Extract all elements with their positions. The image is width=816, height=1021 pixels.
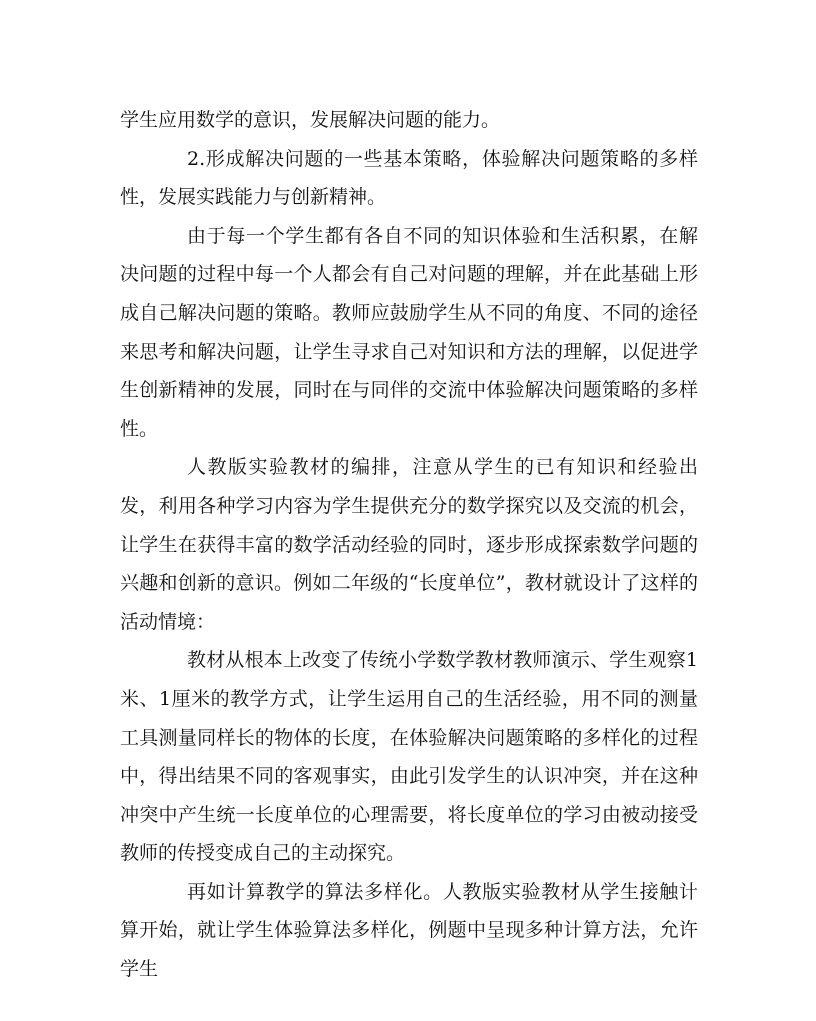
paragraph-6: 再如计算教学的算法多样化。人教版实验教材从学生接触计算开始，就让学生体验算法多样化，例题中呈现多种计算方法，允许学生 — [120, 880, 698, 981]
document-body — [120, 101, 698, 989]
paragraph-3: 由于每一个学生都有各自不同的知识体验和生活积累，在解决问题的过程中每一个人都会有自己对问题的理解，并在此基础上形成自己解决问题的策略。教师应鼓励学生从不同的角度、不同的途径来思考和解决问题，让学生寻求自己对知识和方法的理解，以促进学生创新精神的发展，同时在与同伴的交流中体验解决问题策略的多样性。 — [120, 224, 698, 440]
paragraph-5: 教材从根本上改变了传统小学数学教材教师演示、学生观察1米、1厘米的教学方式，让学生运用自己的生活经验，用不同的测量工具测量同样长的物体的长度，在体验解决问题策略的多样化的过程中，得出结果不同的客观事实，由此引发学生的认识冲突，并在这种冲突中产生统一长度单位的心理需要，将长度单位的学习由被动接受教师的传授变成自己的主动探究。 — [120, 649, 698, 865]
paragraph-4: 人教版实验教材的编排，注意从学生的已有知识和经验出发，利用各种学习内容为学生提供充分的数学探究以及交流的机会，让学生在获得丰富的数学活动经验的同时，逐步形成探索数学问题的兴趣和创新的意识。例如二年级的“长度单位”，教材就设计了这样的活动情境： — [120, 456, 698, 633]
paragraph-1: 学生应用数学的意识，发展解决问题的能力。 — [120, 109, 501, 131]
paragraph-2: 2.形成解决问题的一些基本策略，体验解决问题策略的多样性，发展实践能力与创新精神。 — [120, 147, 698, 209]
